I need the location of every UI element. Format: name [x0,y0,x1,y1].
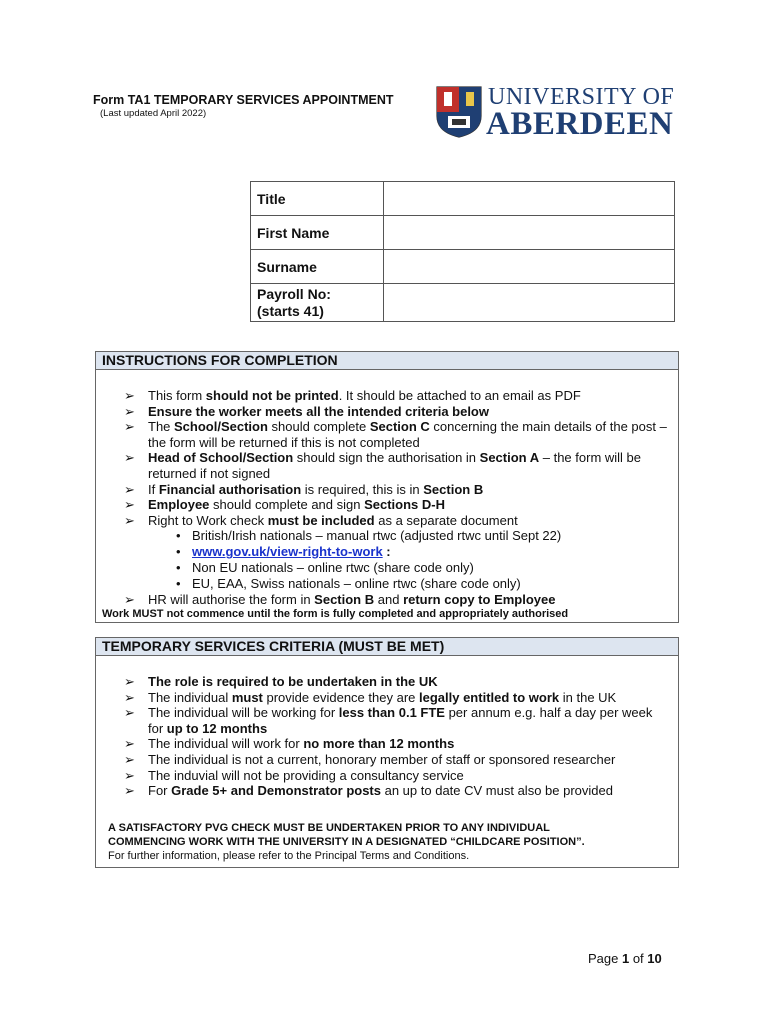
identity-table [250,181,675,322]
list-item: ➢ Ensure the worker meets all the intended criteria below [124,403,489,419]
arrow-bullet-icon: ➢ [124,512,135,528]
instructions-section [95,351,679,623]
list-item: • EU, EAA, Swiss nationals – online rtwc (share code only) [176,576,521,592]
list-item: ➢ If Financial authorisation is required, this is in Section B [124,481,484,497]
table-row [251,284,675,322]
arrow-bullet-icon: ➢ [124,497,135,513]
payroll-label-line1: Payroll No: [257,285,331,302]
table-row [251,216,675,250]
last-updated: (Last updated April 2022) [100,108,207,119]
list-item: ➢ This form should not be printed. It should be attached to an email as PDF [124,388,581,403]
instructions-list [96,388,678,528]
list-item: ➢ For Grade 5+ and Demonstrator posts an up to date CV must also be provided [124,783,613,799]
arrow-bullet-icon: ➢ [124,767,135,783]
logo-line-university: UNIVERSITY OF [488,84,675,110]
rtw-sublist [96,528,678,592]
list-item: ➢ Right to Work check must be included as a separate document [124,512,518,528]
arrow-bullet-icon: ➢ [124,403,135,419]
instructions-heading: INSTRUCTIONS FOR COMPLETION [96,352,678,370]
title-field[interactable] [384,182,675,216]
criteria-section [95,637,679,819]
right-to-work-link[interactable]: www.gov.uk/view-right-to-work [192,544,383,560]
list-item: ➢ The School/Section should complete Section C concerning the main details of the post – the form will be returned if this is not completed [124,419,667,450]
form-title: Form TA1 TEMPORARY SERVICES APPOINTMENT [93,93,394,107]
arrow-bullet-icon: ➢ [124,751,135,767]
list-item: ➢ The individual is not a current, honorary member of staff or sponsored researcher [124,751,616,767]
list-item: • Non EU nationals – online rtwc (share code only) [176,560,474,576]
work-warning: Work MUST not commence until the form is fully completed and appropriately authorised [102,607,569,620]
arrow-bullet-icon: ➢ [124,481,135,497]
list-item: ➢ The induvial will not be providing a consultancy service [124,767,464,783]
surname-field[interactable] [384,250,675,284]
list-item: ➢ Head of School/Section should sign the authorisation in Section A – the form will be returned if not signed [124,450,642,481]
pvg-line-2: COMMENCING WORK WITH THE UNIVERSITY IN A DESIGNATED “CHILDCARE POSITION”. [108,836,585,848]
list-item: ➢ Employee should complete and sign Sections D-H [124,497,445,513]
payroll-field[interactable] [384,284,675,322]
pvg-line-1: A SATISFACTORY PVG CHECK MUST BE UNDERTAKEN PRIOR TO ANY INDIVIDUAL [108,822,550,834]
pvg-line-3: For further information, please refer to the Principal Terms and Conditions. [108,850,470,862]
arrow-bullet-icon: ➢ [124,689,135,705]
arrow-bullet-icon: ➢ [124,674,135,689]
dot-bullet-icon: • [176,560,181,576]
first-name-label: First Name [251,216,384,250]
crest-icon [436,86,482,138]
criteria-list [96,674,678,799]
list-item: ➢ The role is required to be undertaken in the UK [124,674,438,689]
arrow-bullet-icon: ➢ [124,450,135,466]
dot-bullet-icon: • [176,544,181,560]
title-label: Title [251,182,384,216]
criteria-heading: TEMPORARY SERVICES CRITERIA (MUST BE MET) [96,638,678,656]
surname-label: Surname [251,250,384,284]
arrow-bullet-icon: ➢ [124,592,135,608]
arrow-bullet-icon: ➢ [124,419,135,435]
list-item: ➢ HR will authorise the form in Section B and return copy to Employee [124,592,556,608]
page-number: Page 1 of 10 [588,951,662,966]
arrow-bullet-icon: ➢ [124,705,135,721]
payroll-label [251,284,384,322]
arrow-bullet-icon: ➢ [124,736,135,752]
pvg-notice [95,818,679,868]
first-name-field[interactable] [384,216,675,250]
table-row [251,250,675,284]
list-item: ➢ The individual will be working for less than 0.1 FTE per annum e.g. half a day per week for up to 12 months [124,705,653,736]
arrow-bullet-icon: ➢ [124,388,135,403]
university-logo [436,84,676,140]
list-item: ➢ The individual will work for no more than 12 months [124,736,455,752]
list-item: • www.gov.uk/view-right-to-work : [176,544,391,560]
dot-bullet-icon: • [176,576,181,592]
list-item: ➢ The individual must provide evidence they are legally entitled to work in the UK [124,689,617,705]
arrow-bullet-icon: ➢ [124,783,135,799]
payroll-label-line2: (starts 41) [257,302,324,319]
table-row [251,182,675,216]
list-item: • British/Irish nationals – manual rtwc (adjusted rtwc until Sept 22) [176,528,562,544]
logo-line-aberdeen: ABERDEEN [486,106,674,142]
dot-bullet-icon: • [176,528,181,544]
instructions-final [96,592,678,608]
